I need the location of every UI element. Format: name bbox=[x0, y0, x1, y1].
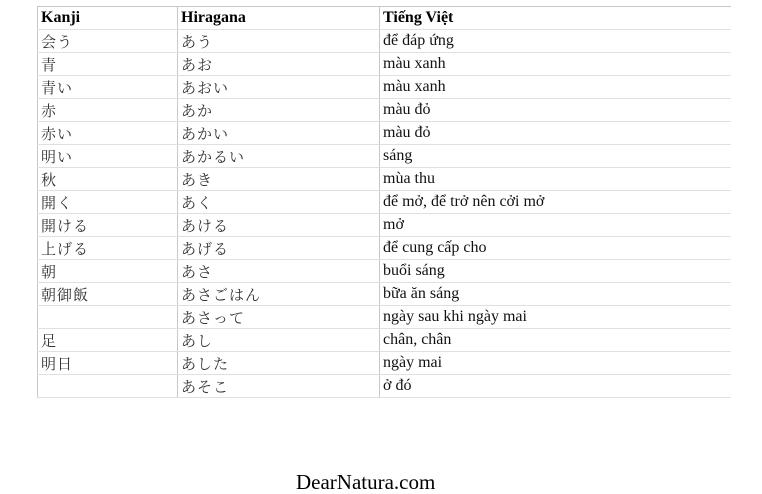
table-row bbox=[38, 145, 732, 168]
hiragana-cell: あかるい bbox=[178, 145, 380, 168]
table-row bbox=[38, 214, 732, 237]
table-row bbox=[38, 122, 732, 145]
kanji-cell: 赤い bbox=[38, 122, 178, 145]
hiragana-cell: あさって bbox=[178, 306, 380, 329]
vietnamese-cell: để đáp ứng bbox=[380, 30, 732, 53]
vietnamese-cell: màu xanh bbox=[380, 76, 732, 99]
hiragana-cell: あさ bbox=[178, 260, 380, 283]
hiragana-cell: あう bbox=[178, 30, 380, 53]
hiragana-cell: あげる bbox=[178, 237, 380, 260]
vietnamese-cell: buổi sáng bbox=[380, 260, 732, 283]
vietnamese-cell: sáng bbox=[380, 145, 732, 168]
vocabulary-table bbox=[37, 6, 731, 398]
table-row bbox=[38, 168, 732, 191]
hiragana-cell: あさごはん bbox=[178, 283, 380, 306]
hiragana-cell: あおい bbox=[178, 76, 380, 99]
kanji-cell: 秋 bbox=[38, 168, 178, 191]
hiragana-cell: あお bbox=[178, 53, 380, 76]
vietnamese-cell: chân, chân bbox=[380, 329, 732, 352]
vietnamese-cell: màu xanh bbox=[380, 53, 732, 76]
kanji-cell: 青い bbox=[38, 76, 178, 99]
hiragana-cell: あき bbox=[178, 168, 380, 191]
vocabulary-sheet bbox=[37, 6, 731, 491]
table-row bbox=[38, 375, 732, 398]
table-header-row bbox=[38, 7, 732, 30]
kanji-cell: 上げる bbox=[38, 237, 178, 260]
watermark: DearNatura.com bbox=[296, 470, 436, 494]
table-row bbox=[38, 260, 732, 283]
table-row bbox=[38, 53, 732, 76]
hiragana-cell: あし bbox=[178, 329, 380, 352]
table-row bbox=[38, 352, 732, 375]
hiragana-cell: あく bbox=[178, 191, 380, 214]
kanji-cell: 青 bbox=[38, 53, 178, 76]
kanji-cell: 開く bbox=[38, 191, 178, 214]
kanji-cell: 明日 bbox=[38, 352, 178, 375]
vietnamese-cell: mở bbox=[380, 214, 732, 237]
kanji-cell: 朝御飯 bbox=[38, 283, 178, 306]
vietnamese-cell: ngày mai bbox=[380, 352, 732, 375]
kanji-cell: 赤 bbox=[38, 99, 178, 122]
hiragana-cell: あそこ bbox=[178, 375, 380, 398]
hiragana-cell: あした bbox=[178, 352, 380, 375]
vietnamese-cell: màu đỏ bbox=[380, 122, 732, 145]
kanji-cell: 開ける bbox=[38, 214, 178, 237]
hiragana-cell: あか bbox=[178, 99, 380, 122]
kanji-cell: 明い bbox=[38, 145, 178, 168]
vietnamese-cell: bữa ăn sáng bbox=[380, 283, 732, 306]
header-kanji: Kanji bbox=[38, 7, 178, 30]
header-vietnamese: Tiếng Việt bbox=[380, 7, 732, 30]
table-row bbox=[38, 76, 732, 99]
kanji-cell: 朝 bbox=[38, 260, 178, 283]
hiragana-cell: あかい bbox=[178, 122, 380, 145]
header-hiragana: Hiragana bbox=[178, 7, 380, 30]
kanji-cell bbox=[38, 306, 178, 329]
vietnamese-cell: ngày sau khi ngày mai bbox=[380, 306, 732, 329]
table-row bbox=[38, 329, 732, 352]
vietnamese-cell: để cung cấp cho bbox=[380, 237, 732, 260]
table-row bbox=[38, 99, 732, 122]
kanji-cell: 会う bbox=[38, 30, 178, 53]
table-row bbox=[38, 237, 732, 260]
vietnamese-cell: ở đó bbox=[380, 375, 732, 398]
table-row bbox=[38, 191, 732, 214]
table-row bbox=[38, 30, 732, 53]
vietnamese-cell: màu đỏ bbox=[380, 99, 732, 122]
table-row bbox=[38, 306, 732, 329]
table-body bbox=[38, 30, 732, 398]
kanji-cell: 足 bbox=[38, 329, 178, 352]
kanji-cell bbox=[38, 375, 178, 398]
hiragana-cell: あける bbox=[178, 214, 380, 237]
vietnamese-cell: để mở, để trở nên cởi mở bbox=[380, 191, 732, 214]
vietnamese-cell: mùa thu bbox=[380, 168, 732, 191]
table-row bbox=[38, 283, 732, 306]
